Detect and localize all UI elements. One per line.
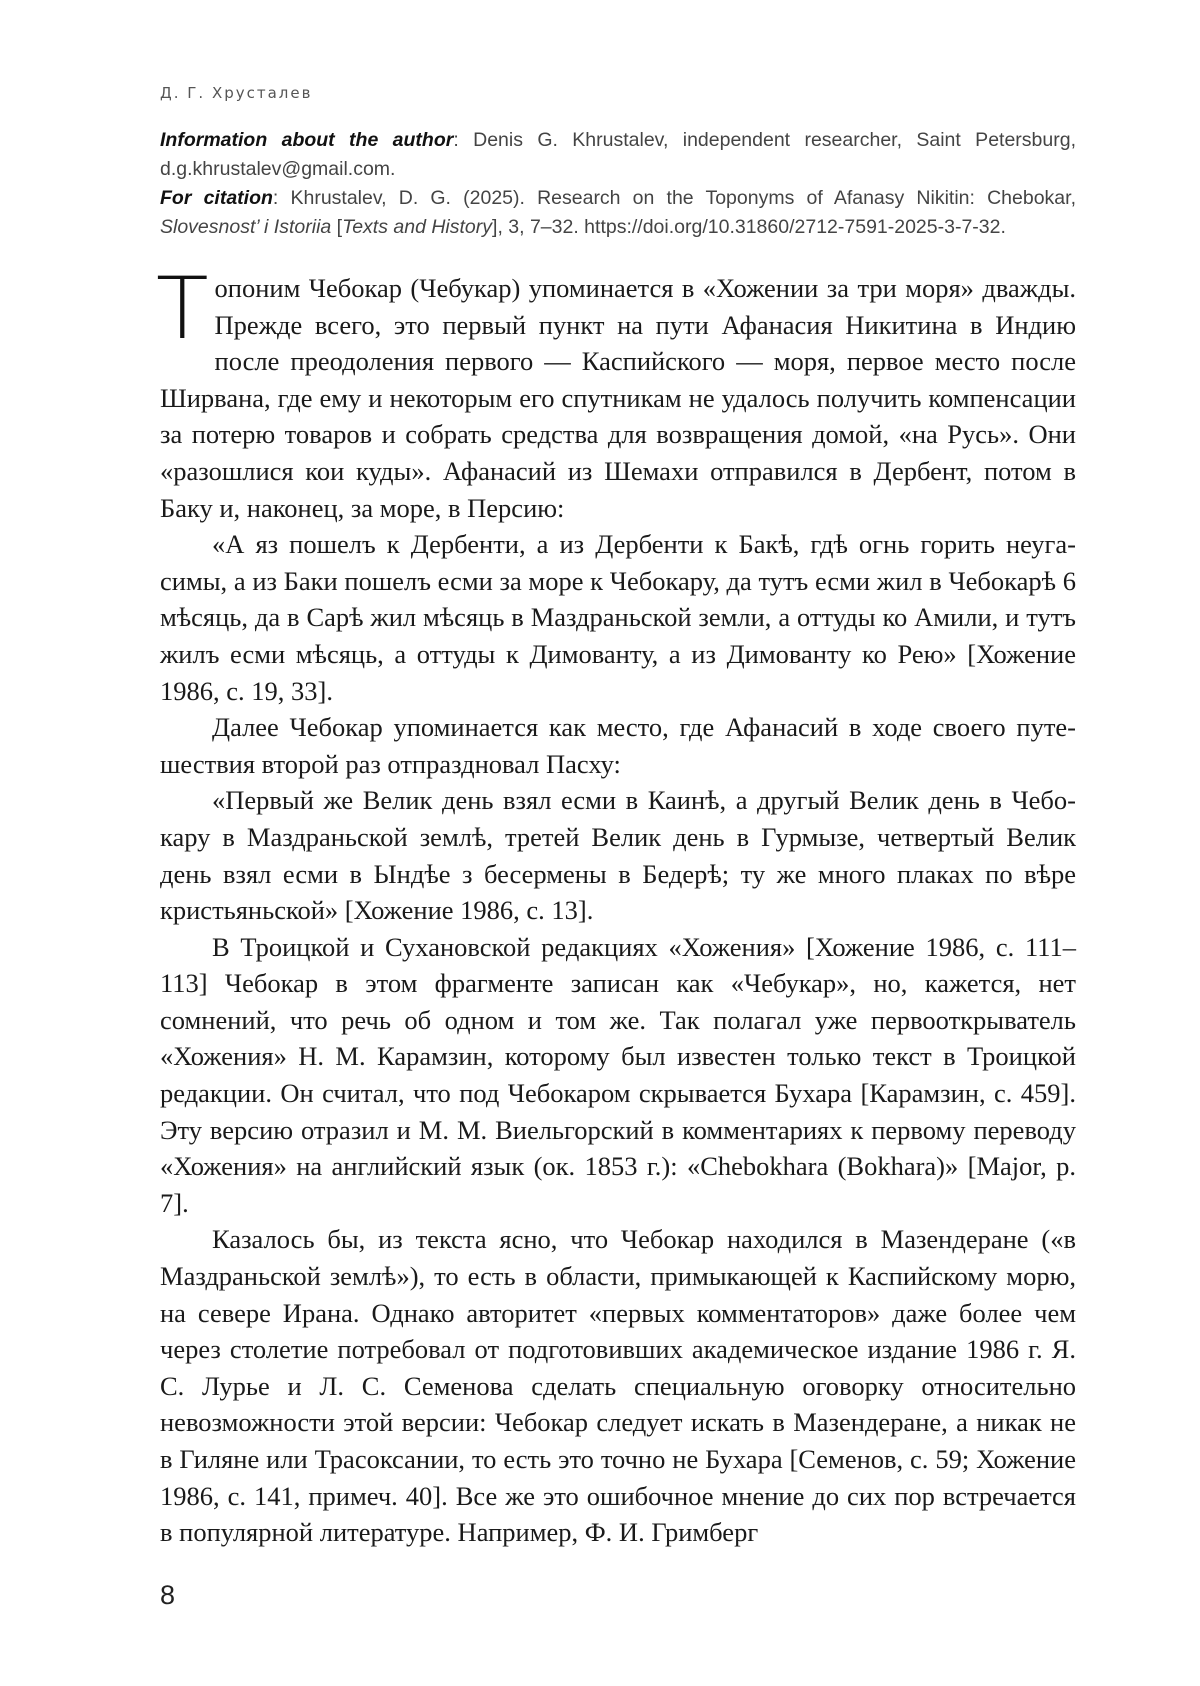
drop-cap: Т (156, 272, 209, 346)
paragraph: Далее Чебокар упоминается как место, где Афанасий в ходе своего путе­шествия второй раз отпраздновал Пасху: (160, 709, 1076, 782)
page (0, 0, 1200, 1686)
author-info (160, 126, 1076, 184)
citation (160, 184, 1076, 242)
author-info-text: : Denis G. Khrustalev, independent researcher, Saint Petersburg, d.g.khrustalev@gmail.com. (160, 129, 1076, 180)
paragraph (160, 270, 1076, 526)
quotation: «А яз пошелъ к Дербенти, а из Дербенти к Бакѣ, гдѣ огнь горить неуга­симы, а из Баки пошелъ есми за море к Чебокару, да тутъ есми жил в Чебо­карѣ 6 мѣсяць, да в Сарѣ жил мѣсяць в Маздраньской земли, а оттуды ко Амили, и тутъ жилъ есми мѣсяць, а оттуды к Димованту, а из Димованту ко Рею» [Хожение 1986, с. 19, 33]. (160, 526, 1076, 709)
citation-text: : Khrustalev, D. G. (2025). Research on the Toponyms of Afanasy Nikitin: Chebokar, (273, 187, 1076, 209)
citation-label: For citation (160, 187, 273, 209)
author-info-label: Information about the author (160, 129, 453, 151)
quotation: «Первый же Велик день взял есми в Каинѣ, а другый Велик день в Чебо­кару в Маздраньской землѣ, третей Велик день в Гурмызе, четвертый Велик день взял есми в Ындѣе з бесермены в Бедерѣ; ту же много плаках по вѣре кристьяньской» [Хожение 1986, с. 13]. (160, 782, 1076, 928)
paragraph: Казалось бы, из текста ясно, что Чебокар находился в Мазендеране («в Маздраньской землѣ»), то есть в области, примыкающей к Каспийскому морю, на севере Ирана. Однако авторитет «первых комментаторов» даже более чем через столетие потребовал от подготовивших академическое издание 1986 г. Я. С. Лурье и Л. С. Семенова сделать специальную оговорку относи­тельно невозможности этой версии: Чебокар следует искать в Мазендеране, а никак не в Гиляне или Трасоксании, то есть это точно не Бухара [Семенов, с. 59; Хожение 1986, с. 141, примеч. 40]. Все же это ошибочное мнение до сих пор встречается в популярной литературе. Например, Ф. И. Гримберг (160, 1221, 1076, 1550)
citation-journal-en: Texts and History (342, 216, 492, 238)
citation-doi: ], 3, 7–32. https://doi.org/10.31860/2712-7591-2025-3-7-32. (492, 216, 1006, 238)
running-head: Д. Г. Хрусталев (160, 84, 312, 102)
paragraph-text: опоним Чебокар (Чебукар) упоминается в «Хожении за три моря» дважды. Прежде всего, это первый пункт на пути Афанасия Никитина в Индию после преодоления первого — Каспийского — моря, первое место после Ширвана, где ему и некоторым его спутникам не удалось получить компенсации за потерю товаров и собрать средства для возвращения домой, «на Русь». Они «разошлися кои куды». Афанасий из Шемахи отправился в Дербент, потом в Баку и, наконец, за море, в Персию: (160, 273, 1076, 523)
citation-journal: Slovesnost’ i Istoriia (160, 216, 331, 238)
paragraph: В Троицкой и Сухановской редакциях «Хожения» [Хожение 1986, с. 111–113] Чебокар в этом фрагменте записан как «Чебукар», но, кажется, нет сомнений, что речь об одном и том же. Так полагал уже первооткрыватель «Хожения» Н. М. Карамзин, которому был известен только текст в Троиц­кой редакции. Он считал, что под Чебокаром скрывается Бухара [Карамзин, с. 459]. Эту версию отразил и М. М. Виельгорский в комментариях к первому переводу «Хожения» на английский язык (ок. 1853 г.): «Chebokhara (Bokha­ra)» [Major, p. 7]. (160, 929, 1076, 1222)
page-number: 8 (160, 1580, 175, 1611)
citation-text: [ (331, 216, 342, 238)
article-body (160, 270, 1076, 1551)
article-metadata (160, 126, 1076, 242)
